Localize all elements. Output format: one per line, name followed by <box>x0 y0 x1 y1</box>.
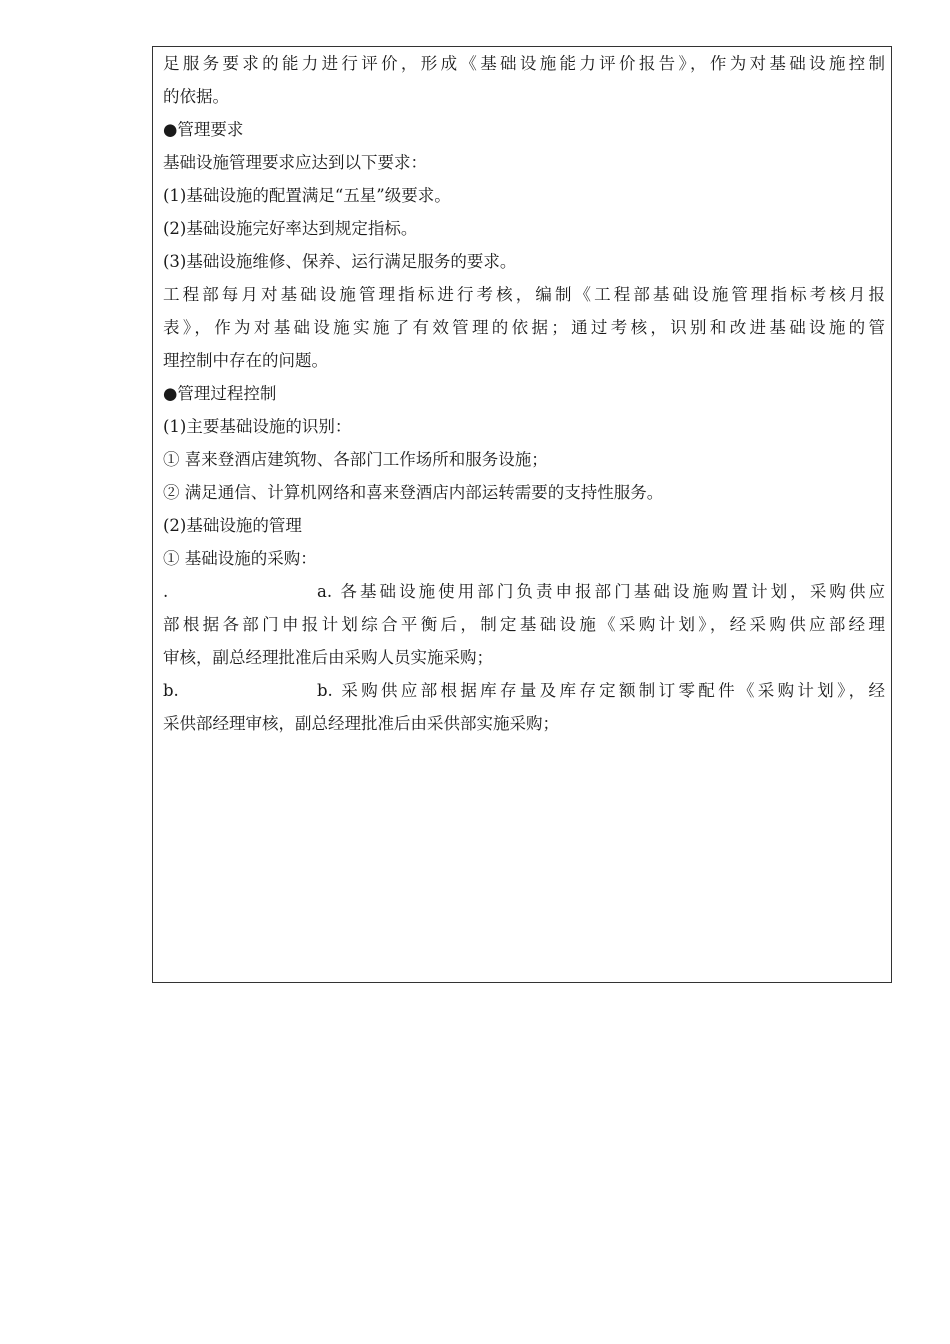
lettered-line-b <box>163 674 885 707</box>
text-line: 采供部经理审核，副总经理批准后由采供部实施采购； <box>163 714 559 733</box>
line-marker: b. <box>163 681 179 700</box>
text-line: 部根据各部门申报计划综合平衡后，制定基础设施《采购计划》，经采购供应部经理 <box>163 615 885 634</box>
text-line: a. 各基础设施使用部门负责申报部门基础设施购置计划，采购供应 <box>317 582 885 601</box>
text-line: 工程部每月对基础设施管理指标进行考核，编制《工程部基础设施管理指标考核月报 <box>163 285 885 304</box>
document-frame <box>152 46 892 983</box>
text-line: 理控制中存在的问题。 <box>163 351 328 370</box>
lettered-line-a <box>163 575 885 608</box>
section-heading-management-requirements: ●管理要求 <box>163 120 244 139</box>
list-item: (2)基础设施的管理 <box>163 516 302 535</box>
text-line: 表》，作为对基础设施实施了有效管理的依据；通过考核，识别和改进基础设施的管 <box>163 318 885 337</box>
document-body <box>163 47 885 740</box>
text-line: 基础设施管理要求应达到以下要求： <box>163 153 427 172</box>
list-item: (3)基础设施维修、保养、运行满足服务的要求。 <box>163 252 517 271</box>
text-line: b. 采购供应部根据库存量及库存定额制订零配件《采购计划》，经 <box>317 681 885 700</box>
list-item: ① 喜来登酒店建筑物、各部门工作场所和服务设施； <box>163 450 548 469</box>
list-item: ① 基础设施的采购： <box>163 549 317 568</box>
line-marker: . <box>163 582 169 601</box>
list-item: (1)主要基础设施的识别： <box>163 417 352 436</box>
text-line: 审核，副总经理批准后由采购人员实施采购； <box>163 648 493 667</box>
list-item: (2)基础设施完好率达到规定指标。 <box>163 219 418 238</box>
text-line: 的依据。 <box>163 87 229 106</box>
list-item: ② 满足通信、计算机网络和喜来登酒店内部运转需要的支持性服务。 <box>163 483 664 502</box>
section-heading-process-control: ●管理过程控制 <box>163 384 277 403</box>
list-item: (1)基础设施的配置满足“五星”级要求。 <box>163 186 451 205</box>
text-line: 足服务要求的能力进行评价，形成《基础设施能力评价报告》，作为对基础设施控制 <box>163 54 885 73</box>
